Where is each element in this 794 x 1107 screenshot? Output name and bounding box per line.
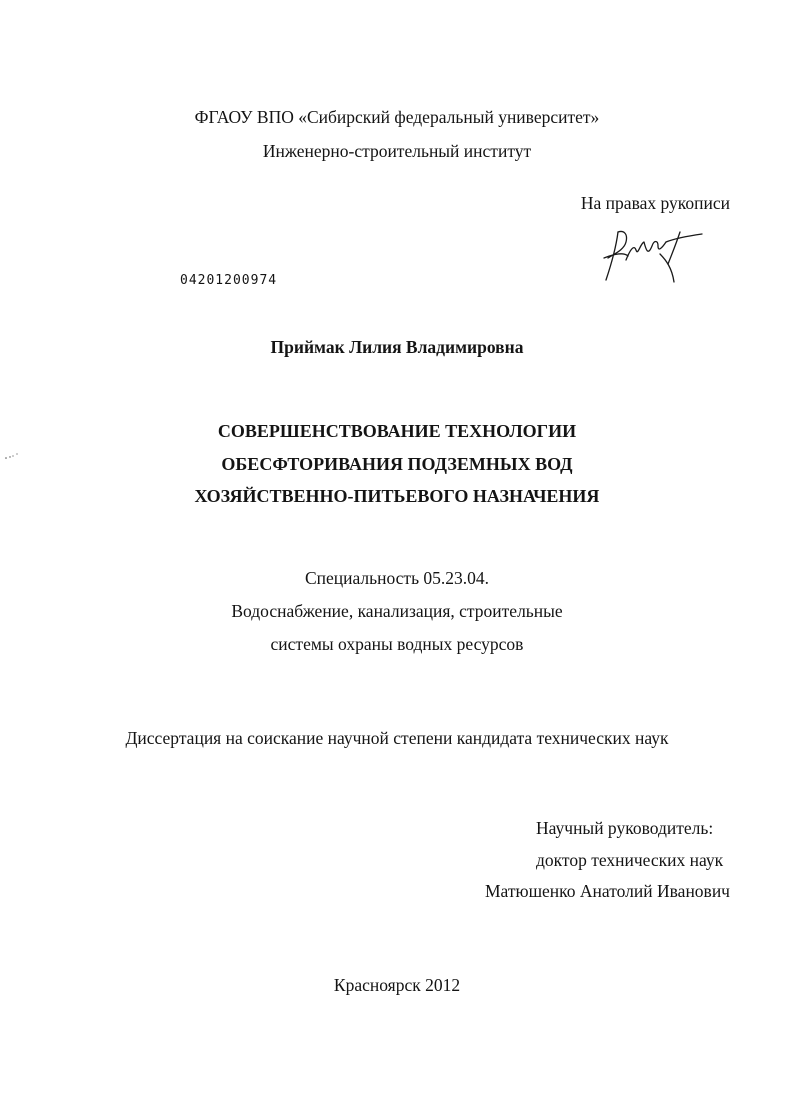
supervisor-label: Научный руководитель: — [536, 818, 714, 838]
author-name: Приймак Лилия Владимировна — [270, 337, 524, 357]
handwritten-signature-icon — [596, 220, 708, 290]
rights-note: На правах рукописи — [580, 193, 730, 213]
dissertation-title-line-2: ОБЕСФТОРИВАНИЯ ПОДЗЕМНЫХ ВОД — [221, 454, 573, 474]
organization-name: ФГАОУ ВПО «Сибирский федеральный университет» — [194, 107, 600, 127]
supervisor-degree: доктор технических наук — [536, 850, 724, 870]
scan-speck-icon — [4, 452, 20, 460]
registration-number: 04201200974 — [180, 273, 278, 288]
specialty-name-line-1: Водоснабжение, канализация, строительные — [231, 601, 563, 621]
supervisor-name: Матюшенко Анатолий Иванович — [484, 881, 730, 901]
specialty-name-line-2: системы охраны водных ресурсов — [270, 634, 524, 654]
degree-statement: Диссертация на соискание научной степени кандидата технических наук — [125, 728, 669, 748]
dissertation-title-line-1: СОВЕРШЕНСТВОВАНИЕ ТЕХНОЛОГИИ — [217, 421, 577, 441]
institute-name: Инженерно-строительный институт — [262, 141, 532, 161]
dissertation-title-line-3: ХОЗЯЙСТВЕННО-ПИТЬЕВОГО НАЗНАЧЕНИЯ — [194, 486, 600, 506]
city-year: Красноярск 2012 — [333, 975, 461, 995]
specialty-code: Специальность 05.23.04. — [304, 568, 490, 588]
